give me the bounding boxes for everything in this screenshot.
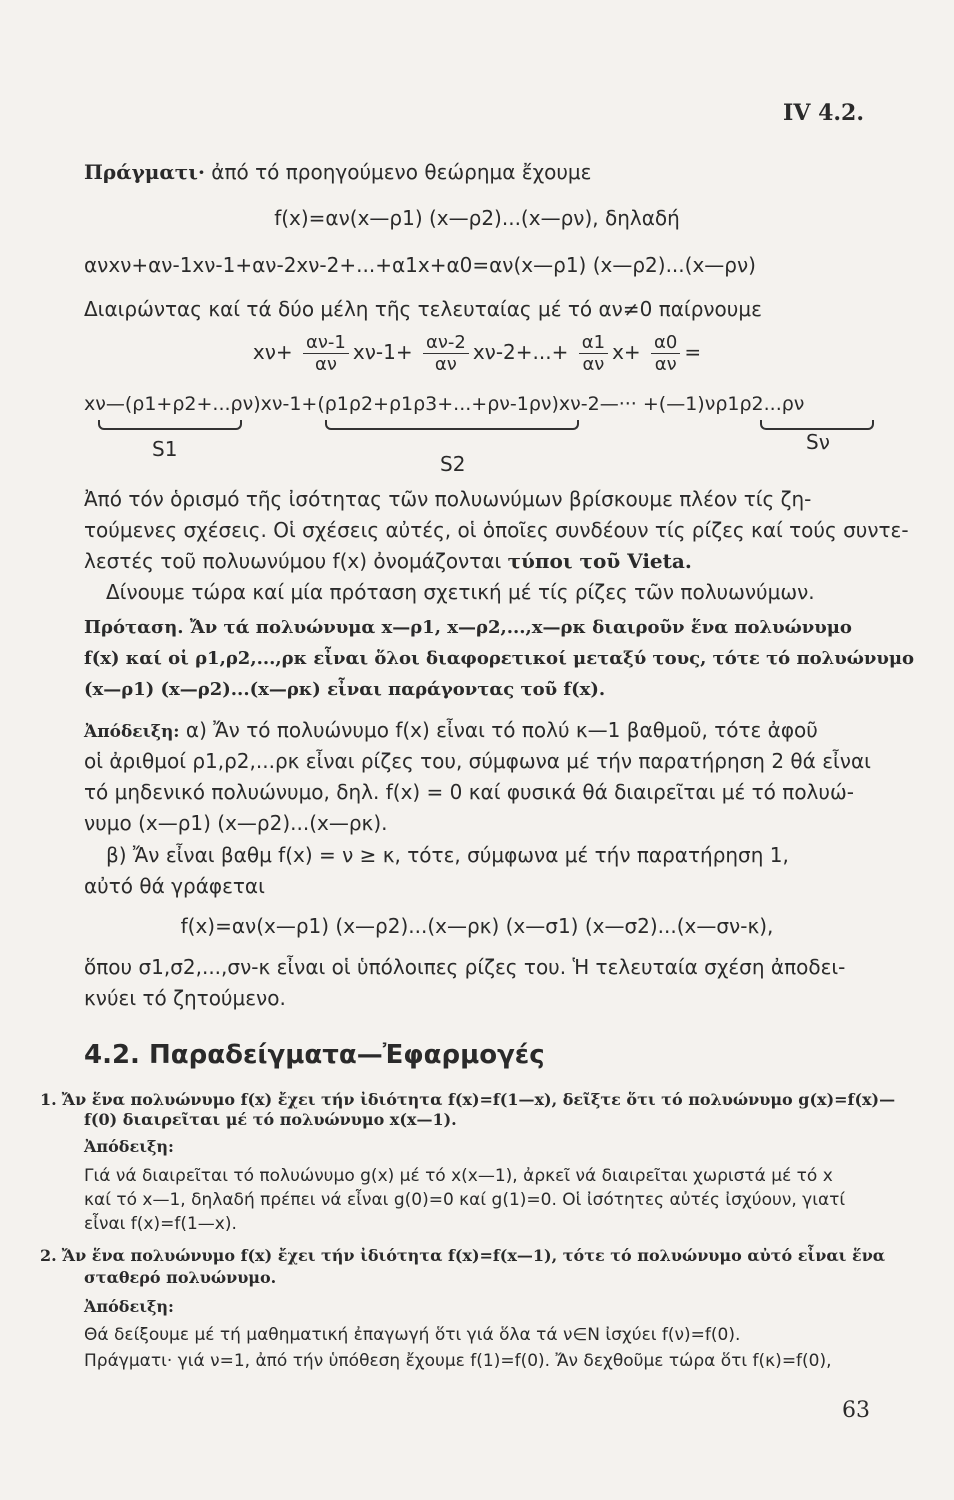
proof-line: νυμο (x—ρ1) (x—ρ2)...(x—ρκ).	[84, 811, 388, 835]
proposition-line: f(x) καί οἱ ρ1,ρ2,...,ρκ εἶναι ὅλοι διαφορετικοί μεταξύ τους, τότε τό πολυώνυμο	[84, 648, 915, 669]
example-answer-line: καί τό x—1, δηλαδή πρέπει νά εἶναι g(0)=0 καί g(1)=0. Οἱ ἰσότητες αὐτές ἰσχύουν, γιατί	[84, 1190, 846, 1210]
intro-text: ἀπό τό προηγούμενο θεώρημα ἔχουμε	[204, 160, 592, 184]
example-question-text: Ἄν ἕνα πολυώνυμο f(x) ἔχει τήν ἰδιότητα f(x)=f(1—x), δεῖξτε ὅτι τό πολυώνυμο g(x)=f(x)—	[61, 1090, 896, 1109]
example-question-text: σταθερό πολυώνυμο.	[84, 1268, 277, 1287]
brace-s1	[98, 420, 242, 430]
brace-s2	[325, 420, 579, 430]
paragraph-line: τούμενες σχέσεις. Οἱ σχέσεις αὐτές, οἱ ὁποῖες συνδέουν τίς ρίζες καί τούς συντε-	[84, 518, 909, 542]
proof-label: Ἀπόδειξη:	[84, 1297, 174, 1316]
label-s1: S1	[152, 437, 178, 461]
fraction-4: $\frac{\alpha 0}{\alpha\nu}$	[651, 332, 680, 375]
example-answer-line: Θά δείξουμε μέ τή μαθηματική ἐπαγωγή ὅτι γιά ὅλα τά ν∈N ἰσχύει f(ν)=f(0).	[84, 1325, 741, 1345]
vieta-expansion: xν—(ρ1+ρ2+...ρν)xν-1+(ρ1ρ2+ρ1ρ3+...+ρν-1ρν)xν-2—··· +(—1)νρ1ρ2...ρν	[84, 393, 805, 415]
vieta-sentence: λεστές τοῦ πολυωνύμου f(x) ὀνομάζονται	[84, 549, 508, 573]
proof-label: Ἀπόδειξη:	[84, 722, 180, 742]
example-2-question	[40, 1246, 886, 1265]
paragraph-line: Δίνουμε τώρα καί μία πρόταση σχετική μέ τίς ρίζες τῶν πολυωνύμων.	[106, 580, 815, 604]
fraction-equation	[84, 332, 870, 375]
fraction-3: $\frac{\alpha 1}{\alpha\nu}$	[579, 332, 608, 375]
proof-line: β) Ἄν εἶναι βαθμ f(x) = ν ≥ κ, τότε, σύμφωνα μέ τήν παρατήρηση 1,	[106, 843, 789, 867]
divide-sentence: Διαιρώντας καί τά δύο μέλη τῆς τελευταίας μέ τό αν≠0 παίρνουμε	[84, 297, 762, 321]
frac-term-1: xν-1+	[352, 340, 413, 364]
paragraph-line: Ἀπό τόν ὁρισμό τῆς ἰσότητας τῶν πολυωνύμων βρίσκουμε πλέον τίς ζη-	[84, 487, 812, 511]
example-1-question	[40, 1090, 896, 1109]
section-title: 4.2. Παραδείγματα—Ἐφαρμογές	[84, 1040, 545, 1070]
page-number: 63	[842, 1398, 870, 1423]
proof-line	[84, 718, 870, 742]
label-sv: Sν	[806, 430, 830, 454]
proposition-line: (x—ρ1) (x—ρ2)...(x—ρκ) εἶναι παράγοντας τοῦ f(x).	[84, 679, 606, 700]
equation-factored-full: f(x)=αν(x—ρ1) (x—ρ2)...(x—ρκ) (x—σ1) (x—σ2)...(x—σν-κ),	[180, 914, 774, 938]
frac-lead: xν+	[252, 340, 293, 364]
example-question-text: f(0) διαιρεῖται μέ τό πολυώνυμο x(x—1).	[84, 1110, 457, 1129]
frac-term-3: x+	[612, 340, 641, 364]
brace-sv	[760, 420, 874, 430]
proof-label: Ἀπόδειξη:	[84, 1137, 174, 1156]
intro-lead: Πράγματι·	[84, 160, 205, 184]
proof-line: τό μηδενικό πολυώνυμο, δηλ. f(x) = 0 καί φυσικά θά διαιρεῖται μέ τό πολυώ-	[84, 780, 854, 804]
section-reference: IV 4.2.	[783, 100, 864, 126]
equation-expanded: ανxν+αν-1xν-1+αν-2xν-2+...+α1x+α0=αν(x—ρ1) (x—ρ2)...(x—ρν)	[84, 253, 756, 277]
fraction-2: $\frac{\alpha\nu-2}{\alpha\nu}$	[423, 332, 469, 375]
paragraph-line	[84, 549, 870, 573]
label-s2: S2	[440, 452, 466, 476]
equation-factored: f(x)=αν(x—ρ1) (x—ρ2)...(x—ρν), δηλαδή	[274, 206, 680, 230]
example-answer-line: Πράγματι· γιά ν=1, ἀπό τήν ὑπόθεση ἔχουμε f(1)=f(0). Ἄν δεχθοῦμε τώρα ὅτι f(κ)=f(0),	[84, 1351, 832, 1371]
fraction-1: $\frac{\alpha\nu-1}{\alpha\nu}$	[303, 332, 349, 375]
proof-line: αὐτό θά γράφεται	[84, 874, 265, 898]
example-question-text: Ἄν ἕνα πολυώνυμο f(x) ἔχει τήν ἰδιότητα f(x)=f(x—1), τότε τό πολυώνυμο αὐτό εἶναι ἕνα	[61, 1246, 886, 1265]
vieta-term: τύποι τοῦ Vieta.	[507, 549, 692, 573]
conclusion-line: κνύει τό ζητούμενο.	[84, 986, 286, 1010]
proof-text: α) Ἄν τό πολυώνυμο f(x) εἶναι τό πολύ κ—1 βαθμοῦ, τότε ἀφοῦ	[179, 718, 818, 742]
frac-term-4: =	[684, 340, 702, 364]
example-answer-line: εἶναι f(x)=f(1—x).	[84, 1214, 237, 1234]
conclusion-line: ὅπου σ1,σ2,...,σν-κ εἶναι οἱ ὑπόλοιπες ρίζες του. Ἡ τελευταία σχέση ἀποδει-	[84, 955, 846, 979]
proposition-line: Πρόταση. Ἄν τά πολυώνυμα x—ρ1, x—ρ2,...,x—ρκ διαιροῦν ἕνα πολυώνυμο	[84, 617, 852, 638]
example-number: 1.	[40, 1090, 57, 1109]
frac-term-2: xν-2+...+	[472, 340, 569, 364]
intro-line	[84, 160, 870, 184]
example-number: 2.	[40, 1246, 57, 1265]
example-answer-line: Γιά νά διαιρεῖται τό πολυώνυμο g(x) μέ τό x(x—1), ἀρκεῖ νά διαιρεῖται χωριστά μέ τό x	[84, 1166, 833, 1186]
proof-line: οἱ ἀριθμοί ρ1,ρ2,...ρκ εἶναι ρίζες του, σύμφωνα μέ τήν παρατήρηση 2 θά εἶναι	[84, 749, 871, 773]
